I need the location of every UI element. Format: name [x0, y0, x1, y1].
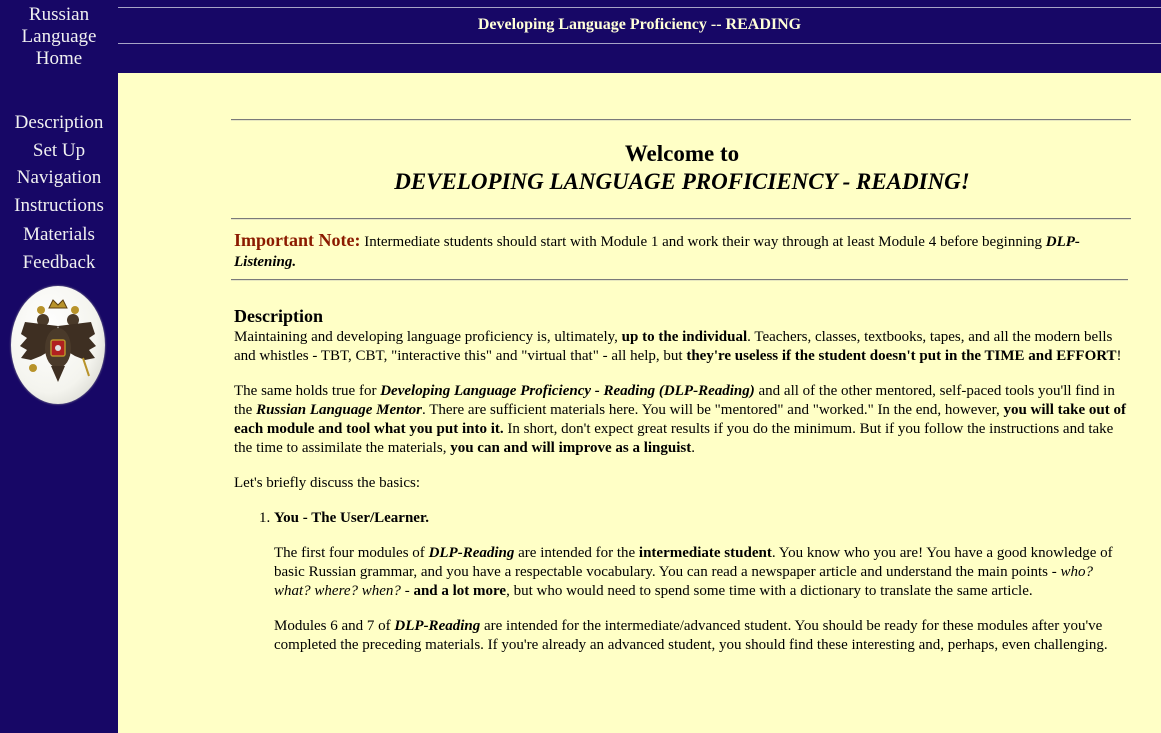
text-span: The same holds true for	[234, 383, 381, 399]
bold-text: You - The User/Learner.	[274, 510, 429, 526]
important-note-emphasis: DLP-Listening.	[234, 234, 1080, 270]
text-span: are intended for the	[514, 545, 639, 561]
text-span: Modules 6 and 7 of	[274, 618, 395, 634]
text-span: . There are sufficient materials here. You will be "mentored" and "worked." In the end, however,	[421, 402, 1004, 418]
bold-text: and a lot more	[413, 583, 507, 599]
bold-italic-text: Russian Language Mentor	[256, 402, 422, 418]
nav-instructions-link[interactable]: Instructions	[14, 195, 104, 216]
text-span: .	[691, 440, 695, 456]
russian-language-home-link[interactable]	[0, 4, 118, 70]
welcome-heading: Welcome to	[624, 141, 740, 166]
description-paragraph-2	[234, 382, 1130, 458]
basics-list	[234, 509, 1130, 655]
nav-description-link[interactable]: Description	[14, 112, 104, 133]
description-heading: Description	[234, 306, 323, 326]
list-item	[274, 509, 1130, 655]
bold-italic-text: DLP-Reading	[394, 618, 481, 634]
description-paragraph-1	[234, 328, 1130, 366]
text-span: are intended for the intermediate/advanced student. You should be ready for these modules after you've completed the preceding materials. If you're already an advanced student, you should find these interesting and, perhaps, even challenging.	[274, 618, 1108, 653]
divider	[231, 279, 1128, 281]
nav-feedback-link[interactable]: Feedback	[22, 252, 96, 273]
bold-text: you will take out of each module and tool what you put into it.	[234, 402, 1126, 437]
description-paragraph-3: Let's briefly discuss the basics:	[234, 475, 420, 491]
list-item-title	[274, 509, 1130, 528]
bold-text: up to the individual	[621, 329, 748, 345]
list-item-paragraph-1	[274, 544, 1130, 601]
home-link-line: Russian	[28, 4, 90, 25]
text-span: Maintaining and developing language proficiency is, ultimately,	[234, 329, 622, 345]
bold-text: you can and will improve as a linguist	[450, 440, 692, 456]
divider	[231, 119, 1131, 121]
divider	[231, 218, 1131, 220]
text-span: !	[1116, 348, 1122, 364]
home-link-line: Language	[21, 26, 97, 47]
nav-materials-link[interactable]: Materials	[23, 224, 95, 245]
important-note-label: Important Note:	[234, 230, 361, 250]
text-span: . Teachers, classes, textbooks, tapes, and all the modern bells and whistles - TBT, CBT, "interactive this" and "virtual that" - all help, but	[234, 329, 1113, 364]
nav-setup-link[interactable]: Set Up	[32, 140, 86, 161]
double-headed-eagle-icon	[11, 286, 105, 404]
banner-rule-top	[118, 7, 1161, 8]
bold-italic-text: DLP-Reading	[428, 545, 515, 561]
main-content	[234, 304, 1130, 671]
text-span: -	[400, 583, 414, 599]
bold-text: they're useless if the student doesn't put in the TIME and EFFORT	[686, 348, 1117, 364]
top-banner	[118, 0, 1161, 73]
text-span: The first four modules of	[274, 545, 429, 561]
text-span: and all of the other mentored, self-paced tools you'll find in the	[234, 383, 1115, 418]
list-item-paragraph-2	[274, 617, 1130, 655]
sidebar	[0, 0, 118, 733]
home-link-line: Home	[35, 48, 83, 69]
welcome-title: DEVELOPING LANGUAGE PROFICIENCY - READING!	[394, 169, 970, 194]
text-span: In short, don't expect great results if you do the minimum. But if you follow the instructions and take the time to assimilate the materials,	[234, 421, 1114, 456]
banner-rule-bottom	[118, 43, 1161, 44]
bold-text: intermediate student	[638, 545, 772, 561]
page-title: Developing Language Proficiency -- READING	[477, 16, 802, 33]
text-span: , but who would need to spend some time with a dictionary to translate the same article.	[506, 583, 1033, 599]
nav-navigation-link[interactable]: Navigation	[16, 167, 102, 188]
italic-text: who? what? where? when?	[274, 564, 1094, 599]
important-note-text: Intermediate students should start with Module 1 and work their way through at least Module 4 before beginning	[360, 234, 1046, 250]
text-span: . You know who you are! You have a good knowledge of basic Russian grammar, and you have a respectable vocabulary. You can read a newspaper article and understand the main points -	[274, 545, 1113, 580]
important-note	[234, 230, 1114, 272]
bold-italic-text: Developing Language Proficiency - Reading (DLP-Reading)	[380, 383, 755, 399]
